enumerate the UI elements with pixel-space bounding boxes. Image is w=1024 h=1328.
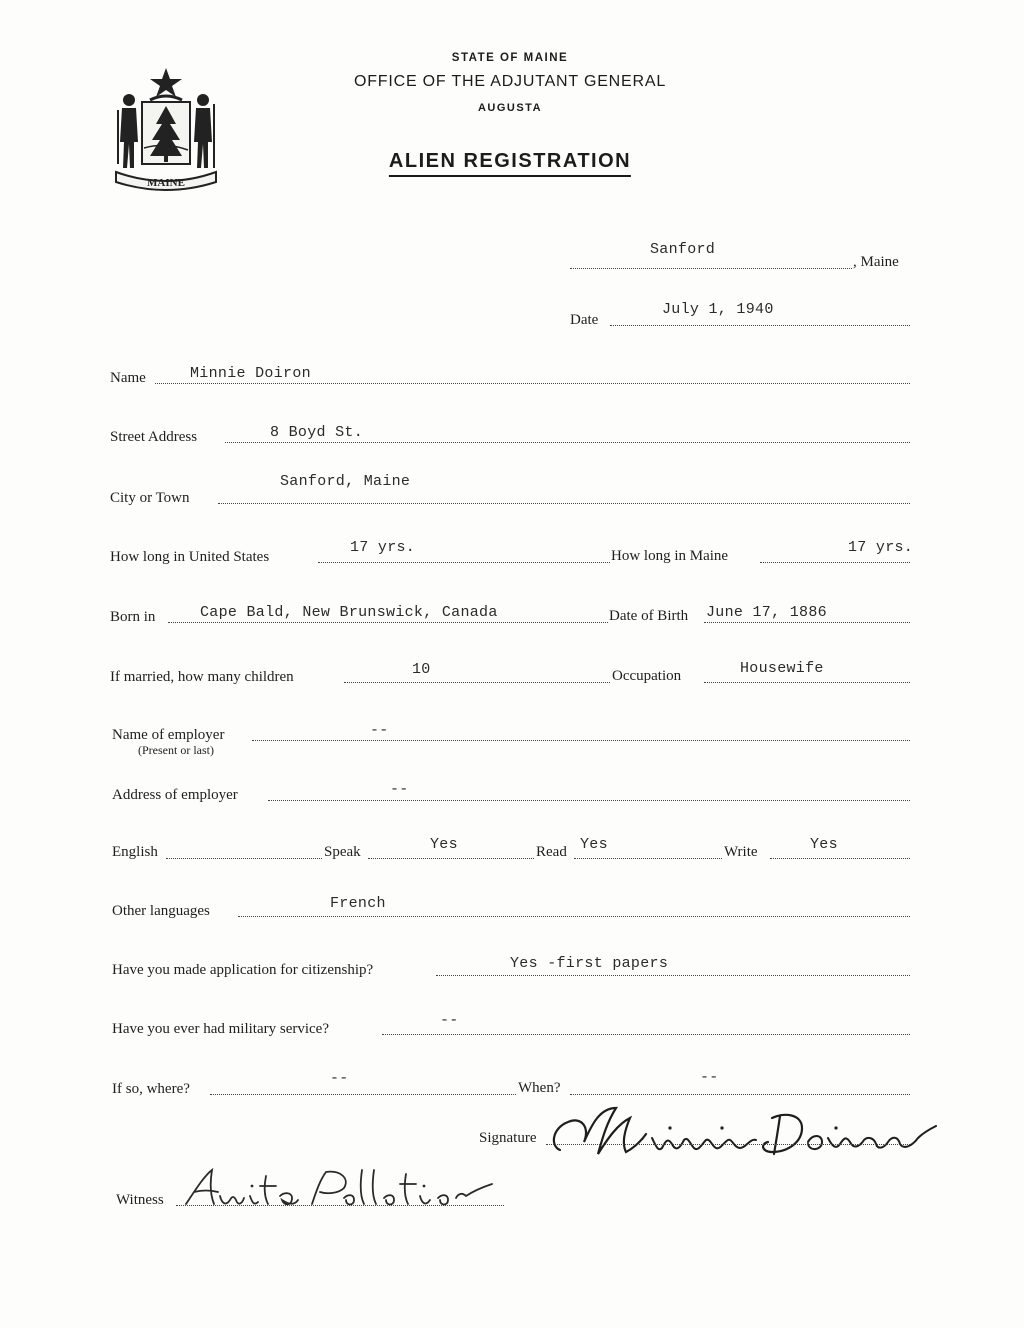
name-line xyxy=(155,383,910,384)
place-line xyxy=(570,268,852,269)
where-value: -- xyxy=(330,1070,349,1087)
years-maine-value: 17 yrs. xyxy=(848,539,914,556)
english-label: English xyxy=(112,844,158,860)
citizenship-line xyxy=(436,975,910,976)
other-languages-line xyxy=(238,916,910,917)
read-label: Read xyxy=(536,844,567,860)
military-label: Have you ever had military service? xyxy=(112,1021,329,1037)
date-value: July 1, 1940 xyxy=(662,301,774,318)
other-languages-value: French xyxy=(330,895,386,912)
witness-handwriting xyxy=(180,1162,500,1212)
read-line xyxy=(574,858,722,859)
dob-value: June 17, 1886 xyxy=(706,604,827,621)
employer-line xyxy=(252,740,910,741)
years-maine-label: How long in Maine xyxy=(611,548,729,564)
place-value: Sanford xyxy=(650,241,716,258)
write-line xyxy=(770,858,910,859)
occupation-label: Occupation xyxy=(612,668,682,684)
military-value: -- xyxy=(440,1012,459,1029)
name-value: Minnie Doiron xyxy=(190,365,311,382)
employer-value: -- xyxy=(370,722,389,739)
born-in-value: Cape Bald, New Brunswick, Canada xyxy=(200,604,498,621)
when-value: -- xyxy=(700,1069,719,1086)
citizenship-label: Have you made application for citizenship? xyxy=(112,962,374,978)
where-line xyxy=(210,1094,516,1095)
occupation-value: Housewife xyxy=(740,660,824,677)
born-in-label: Born in xyxy=(110,609,156,625)
years-maine-line xyxy=(760,562,910,563)
employer-address-label: Address of employer xyxy=(112,787,238,803)
employer-label: Name of employer xyxy=(112,727,225,743)
where-label: If so, where? xyxy=(112,1081,190,1097)
street-value: 8 Boyd St. xyxy=(270,424,364,441)
children-label: If married, how many children xyxy=(110,669,294,685)
svg-text:MAINE: MAINE xyxy=(147,177,185,189)
city-label: City or Town xyxy=(110,490,190,506)
occupation-line xyxy=(704,682,910,683)
english-line xyxy=(166,858,322,859)
signature-handwriting xyxy=(546,1098,938,1164)
date-line xyxy=(610,325,910,326)
born-in-line xyxy=(168,622,608,623)
form-title: ALIEN REGISTRATION xyxy=(389,150,631,177)
place-suffix: , Maine xyxy=(853,254,899,270)
employer-sublabel: (Present or last) xyxy=(138,743,214,757)
years-us-line xyxy=(318,562,610,563)
speak-label: Speak xyxy=(324,844,361,860)
name-label: Name xyxy=(110,370,146,386)
header-office: OFFICE OF THE ADJUTANT GENERAL xyxy=(353,73,667,90)
city-value: Sanford, Maine xyxy=(280,473,411,490)
citizenship-value: Yes -first papers xyxy=(510,955,669,972)
city-line xyxy=(218,503,910,504)
when-label: When? xyxy=(518,1080,561,1096)
street-line xyxy=(225,442,910,443)
military-line xyxy=(382,1034,910,1035)
witness-label: Witness xyxy=(116,1192,164,1208)
signature-label: Signature xyxy=(479,1130,537,1146)
employer-address-line xyxy=(268,800,910,801)
signature-line xyxy=(546,1144,910,1145)
employer-address-value: -- xyxy=(390,781,409,798)
speak-value: Yes xyxy=(430,836,458,853)
header-state: STATE OF MAINE xyxy=(451,52,569,64)
dob-label: Date of Birth xyxy=(609,608,689,624)
children-value: 10 xyxy=(412,661,431,678)
children-line xyxy=(344,682,610,683)
date-label: Date xyxy=(570,312,599,328)
maine-state-seal xyxy=(112,64,220,196)
when-line xyxy=(570,1094,910,1095)
street-label: Street Address xyxy=(110,429,198,445)
years-us-value: 17 yrs. xyxy=(350,539,416,556)
write-value: Yes xyxy=(810,836,838,853)
header-city: AUGUSTA xyxy=(477,102,543,114)
write-label: Write xyxy=(724,844,758,860)
years-us-label: How long in United States xyxy=(110,549,270,565)
read-value: Yes xyxy=(580,836,608,853)
dob-line xyxy=(704,622,910,623)
speak-line xyxy=(368,858,534,859)
other-languages-label: Other languages xyxy=(112,903,210,919)
